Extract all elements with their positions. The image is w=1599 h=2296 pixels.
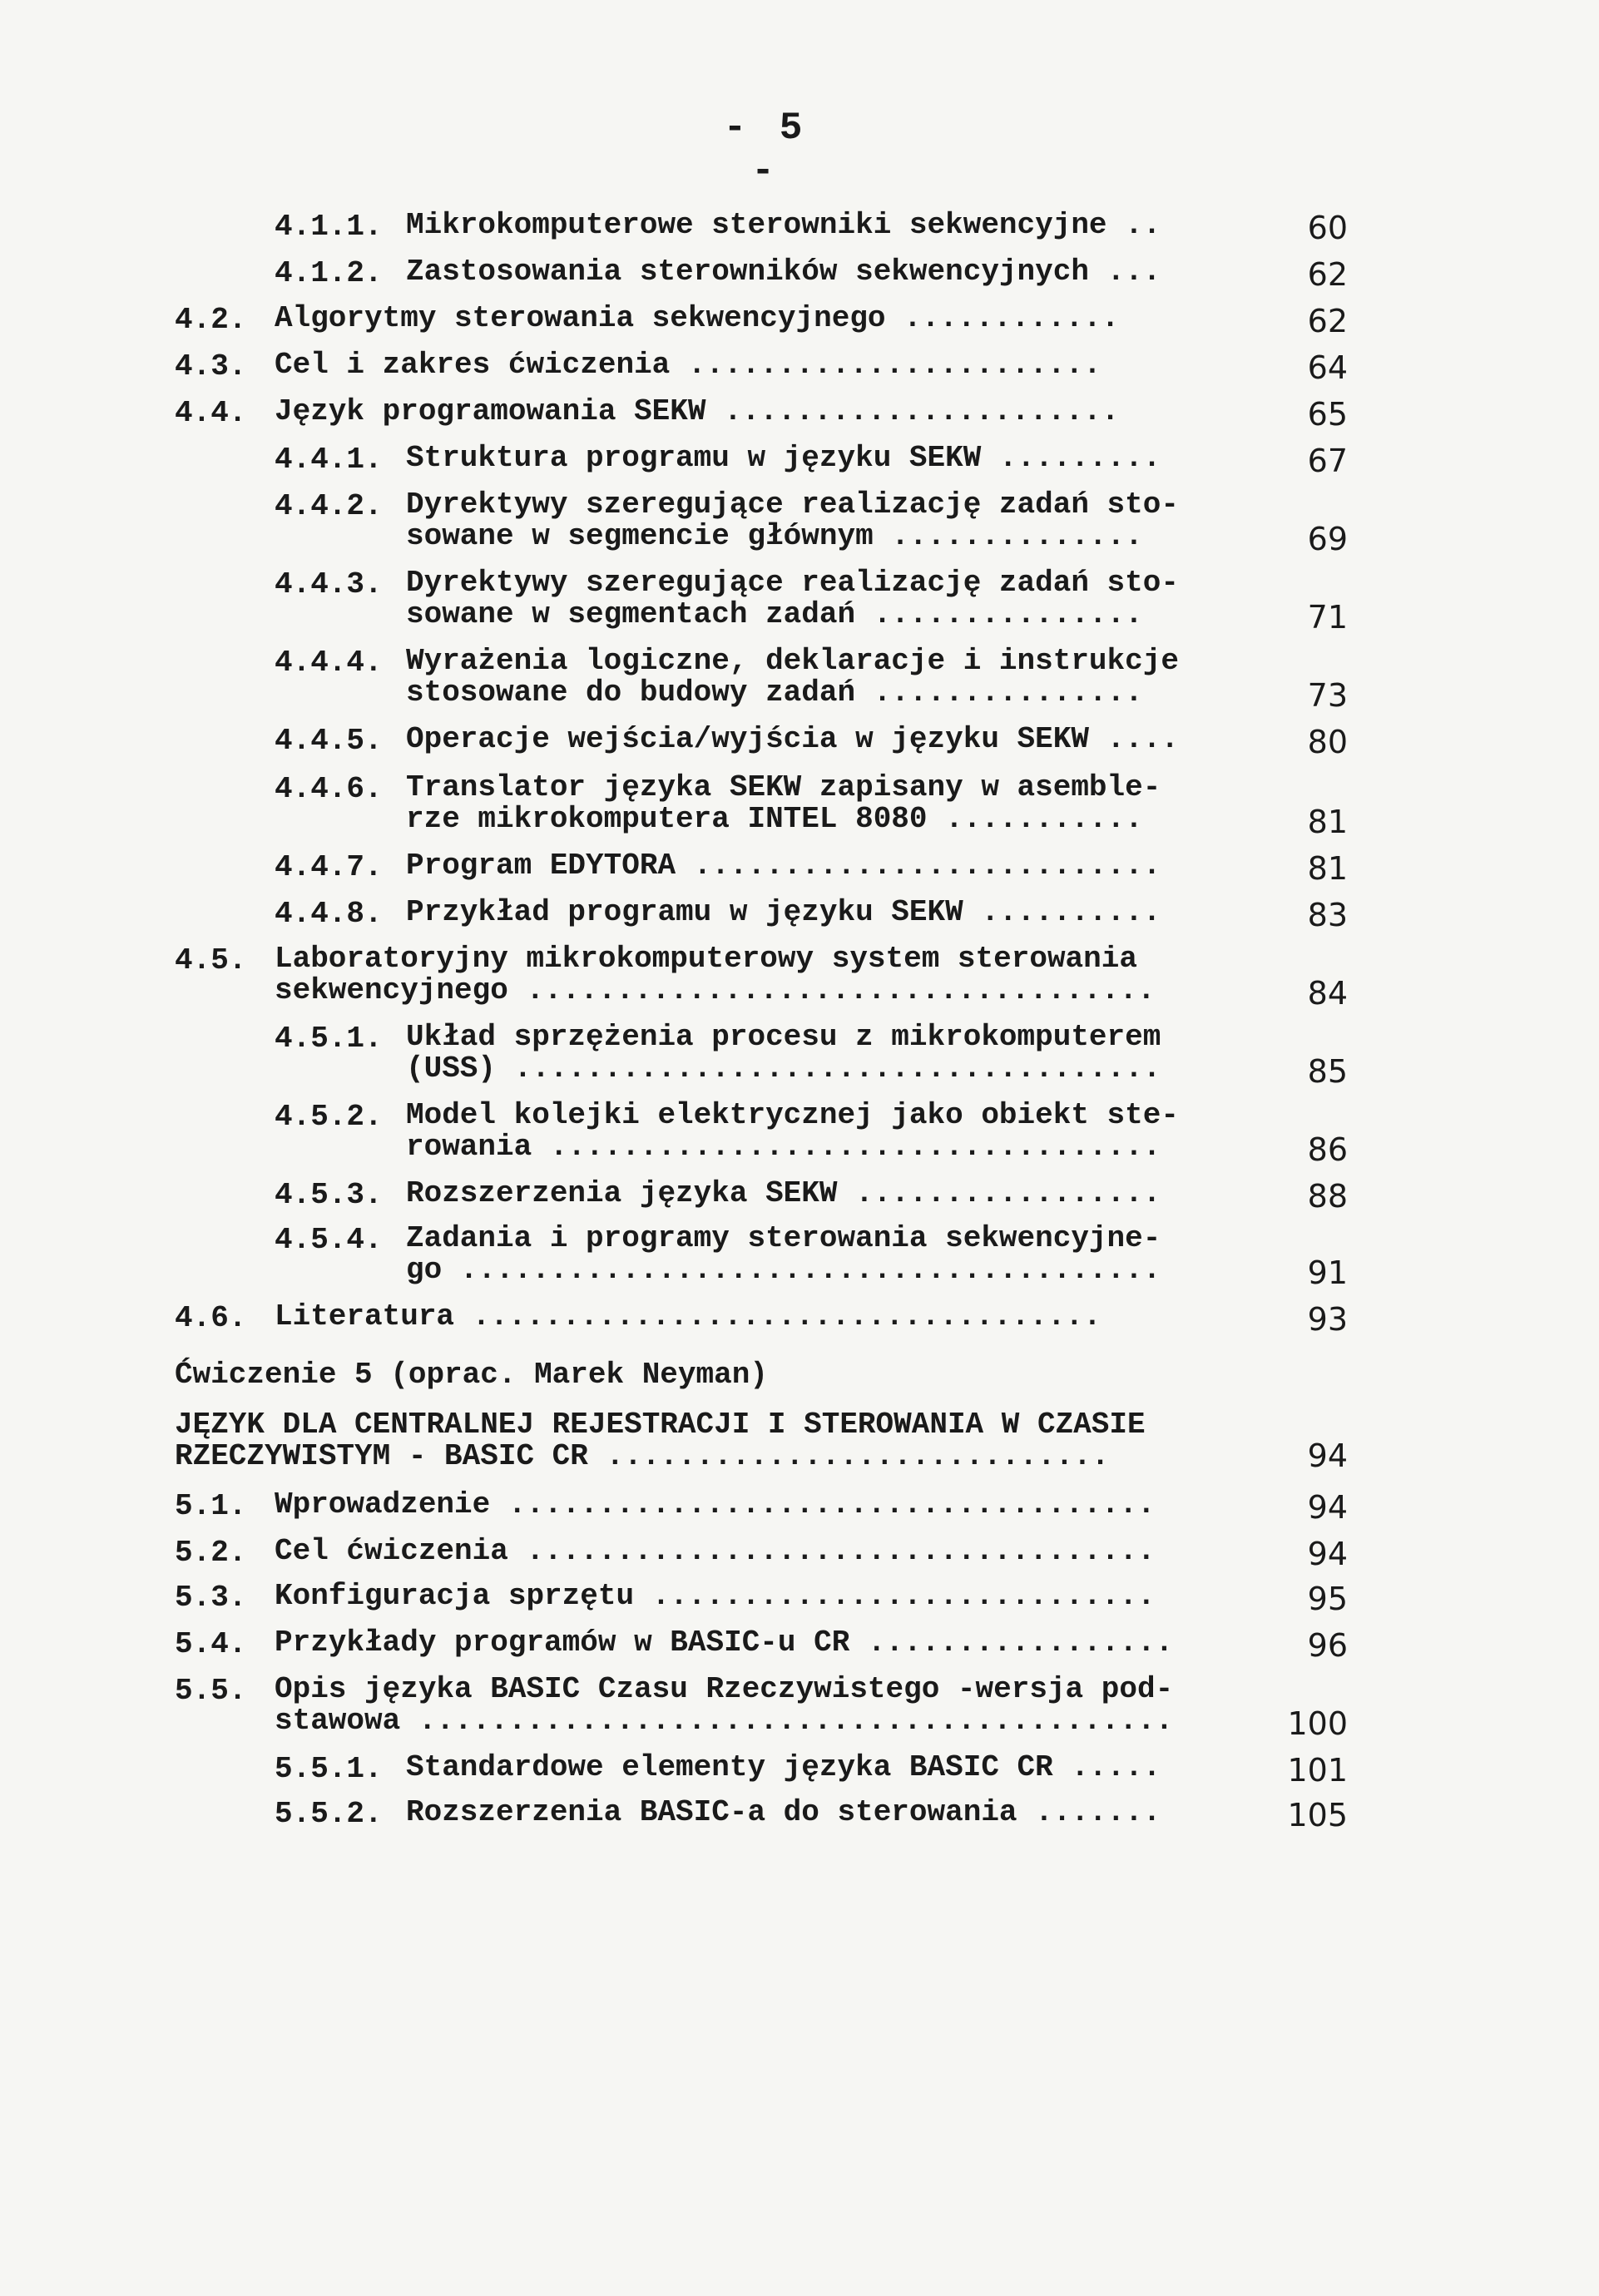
toc-entry-number: 4.4.3. bbox=[275, 567, 383, 601]
toc-entry-title: Translator języka SEKW zapisany w asemble- rze mikrokomputera INTEL 8080 ........... bbox=[406, 770, 1161, 836]
toc-entry-number: 4.4.2. bbox=[275, 489, 383, 523]
toc-entry-title: Wyrażenia logiczne, deklaracje i instrukcje stosowane do budowy zadań ............... bbox=[406, 644, 1179, 710]
toc-entry-page: 94 bbox=[1307, 1489, 1348, 1526]
toc-entry-number: 5.5. bbox=[175, 1674, 247, 1708]
toc-entry-page: 93 bbox=[1307, 1301, 1348, 1338]
toc-entry-page: 95 bbox=[1307, 1581, 1348, 1617]
toc-entry-title: Mikrokomputerowe sterowniki sekwencyjne .. bbox=[406, 208, 1161, 242]
toc-entry-number: 4.4.5. bbox=[275, 724, 383, 758]
toc-entry-number: 4.1.2. bbox=[275, 256, 383, 290]
toc-entry-title: Przykłady programów w BASIC-u CR ................. bbox=[275, 1626, 1174, 1660]
toc-entry-page: 88 bbox=[1307, 1178, 1348, 1215]
toc-entry-number: 4.4.8. bbox=[275, 897, 383, 931]
exercise-title-page: 94 bbox=[1307, 1437, 1348, 1474]
toc-entry-title: Układ sprzężenia procesu z mikrokomputerem (USS) .................................... bbox=[406, 1020, 1161, 1086]
toc-entry-title: Język programowania SEKW ...................... bbox=[275, 394, 1120, 428]
toc-entry-page: 96 bbox=[1307, 1627, 1348, 1664]
toc-entry-page: 64 bbox=[1307, 349, 1348, 386]
toc-entry-page: 60 bbox=[1307, 210, 1348, 246]
toc-entry-number: 5.5.2. bbox=[275, 1797, 383, 1831]
toc-entry-title: Zadania i programy sterowania sekwencyjne- go ....................................... bbox=[406, 1221, 1161, 1287]
toc-entry-number: 5.2. bbox=[175, 1536, 247, 1570]
toc-entry-page: 62 bbox=[1307, 303, 1348, 339]
toc-entry-title: Literatura ................................... bbox=[275, 1299, 1101, 1334]
toc-entry-number: 5.3. bbox=[175, 1581, 247, 1615]
toc-entry-page: 80 bbox=[1307, 724, 1348, 760]
toc-entry-number: 4.5.2. bbox=[275, 1100, 383, 1134]
toc-entry-title: Algorytmy sterowania sekwencyjnego ............ bbox=[275, 301, 1120, 335]
toc-entry-page: 101 bbox=[1287, 1752, 1348, 1789]
toc-entry-number: 5.1. bbox=[175, 1489, 247, 1523]
toc-entry-page: 71 bbox=[1307, 599, 1348, 636]
toc-entry-number: 4.5.4. bbox=[275, 1223, 383, 1257]
toc-entry-title: Cel i zakres ćwiczenia ....................... bbox=[275, 348, 1101, 382]
toc-entry-title: Model kolejki elektrycznej jako obiekt ste- rowania .................................. bbox=[406, 1098, 1179, 1164]
toc-entry-title: Opis języka BASIC Czasu Rzeczywistego -wersja pod- stawowa .......................................... bbox=[275, 1672, 1174, 1738]
toc-entry-number: 4.1.1. bbox=[275, 210, 383, 244]
toc-entry-title: Struktura programu w języku SEKW ......... bbox=[406, 441, 1161, 475]
toc-entry-title: Standardowe elementy języka BASIC CR ..... bbox=[406, 1750, 1161, 1784]
toc-entry-title: Program EDYTORA .......................... bbox=[406, 849, 1161, 883]
toc-entry-title: Rozszerzenia BASIC-a do sterowania ....... bbox=[406, 1795, 1161, 1829]
toc-entry-number: 5.4. bbox=[175, 1627, 247, 1661]
toc-entry-title: Wprowadzenie .................................... bbox=[275, 1487, 1156, 1522]
toc-entry-number: 4.4.7. bbox=[275, 850, 383, 884]
toc-entry-page: 65 bbox=[1307, 396, 1348, 433]
toc-entry-page: 100 bbox=[1287, 1705, 1348, 1742]
toc-entry-page: 84 bbox=[1307, 975, 1348, 1012]
toc-entry-title: Operacje wejścia/wyjścia w języku SEKW .... bbox=[406, 722, 1179, 756]
exercise-title: JĘZYK DLA CENTRALNEJ REJESTRACJI I STEROWANIA W CZASIE RZECZYWISTYM - BASIC CR ............................ bbox=[175, 1408, 1146, 1473]
toc-entry-number: 4.4.6. bbox=[275, 772, 383, 806]
toc-entry-title: Cel ćwiczenia ................................... bbox=[275, 1534, 1156, 1568]
toc-entry-page: 86 bbox=[1307, 1131, 1348, 1168]
toc-entry-page: 91 bbox=[1307, 1254, 1348, 1291]
toc-entry-page: 94 bbox=[1307, 1536, 1348, 1572]
toc-entry-title: Dyrektywy szeregujące realizację zadań sto- sowane w segmencie głównym .............. bbox=[406, 487, 1179, 553]
toc-entry-page: 62 bbox=[1307, 256, 1348, 293]
toc-entry-page: 67 bbox=[1307, 443, 1348, 479]
toc-entry-page: 73 bbox=[1307, 677, 1348, 714]
toc-entry-page: 69 bbox=[1307, 521, 1348, 557]
toc-entry-title: Przykład programu w języku SEKW .......... bbox=[406, 895, 1161, 929]
toc-entry-number: 4.2. bbox=[175, 303, 247, 337]
toc-entry-number: 4.3. bbox=[175, 349, 247, 383]
toc-entry-title: Laboratoryjny mikrokomputerowy system sterowania sekwencyjnego ................................... bbox=[275, 942, 1156, 1007]
toc-entry-title: Zastosowania sterowników sekwencyjnych ... bbox=[406, 255, 1161, 289]
page-number: - 5 - bbox=[723, 106, 808, 193]
toc-entry-title: Dyrektywy szeregujące realizację zadań sto- sowane w segmentach zadań ............... bbox=[406, 566, 1179, 631]
toc-entry-number: 4.5.1. bbox=[275, 1022, 383, 1056]
toc-entry-number: 4.4.4. bbox=[275, 646, 383, 680]
toc-entry-number: 4.6. bbox=[175, 1301, 247, 1335]
exercise-header: Ćwiczenie 5 (oprac. Marek Neyman) bbox=[175, 1358, 768, 1392]
toc-entry-page: 105 bbox=[1287, 1797, 1348, 1833]
toc-entry-title: Rozszerzenia języka SEKW ................. bbox=[406, 1176, 1161, 1210]
toc-entry-number: 5.5.1. bbox=[275, 1752, 383, 1786]
toc-entry-number: 4.4. bbox=[175, 396, 247, 430]
toc-entry-page: 85 bbox=[1307, 1053, 1348, 1090]
toc-entry-page: 81 bbox=[1307, 804, 1348, 840]
toc-entry-page: 83 bbox=[1307, 897, 1348, 933]
toc-entry-number: 4.5.3. bbox=[275, 1178, 383, 1212]
toc-entry-number: 4.5. bbox=[175, 943, 247, 977]
toc-entry-number: 4.4.1. bbox=[275, 443, 383, 477]
toc-entry-title: Konfiguracja sprzętu ............................ bbox=[275, 1579, 1156, 1613]
toc-entry-page: 81 bbox=[1307, 850, 1348, 887]
